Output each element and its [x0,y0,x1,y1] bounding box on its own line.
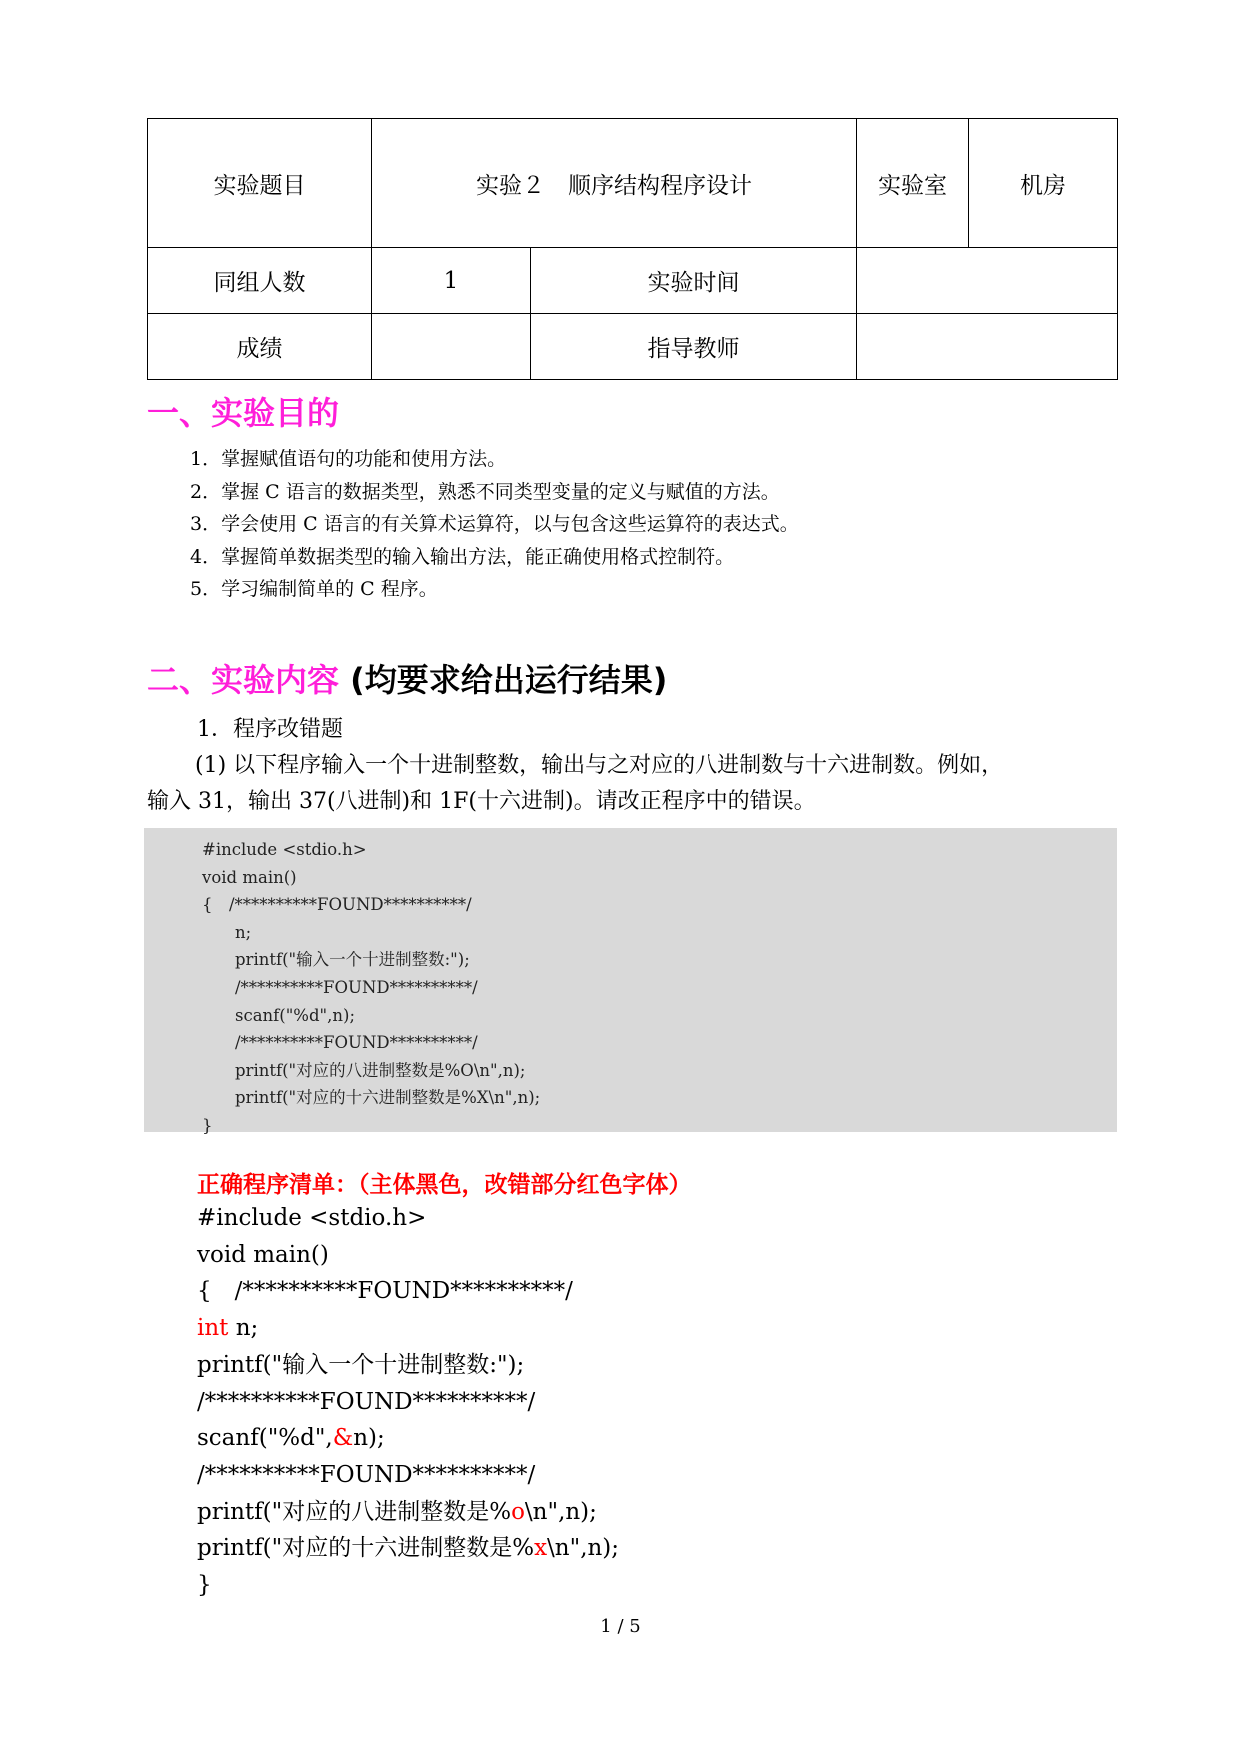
aim-item: 5．学习编制简单的 C 程序。 [190,578,438,600]
value-instructor [857,314,1118,380]
correction-hex: x [534,1535,548,1562]
item1-label: 1．程序改错题 [197,717,343,742]
code-line: /**********FOUND**********/ [202,1033,478,1053]
code-line: { /**********FOUND**********/ [202,895,472,915]
label-lab-room: 实验室 [857,119,969,248]
faulty-code-lines [202,836,540,1140]
page-number: 1 / 5 [600,1616,641,1637]
label-group-size: 同组人数 [148,248,372,314]
answer-line [197,1530,619,1567]
code-line: printf("输入一个十进制整数:"); [202,950,470,970]
faulty-code-box [144,828,1117,1135]
answer-line: void main() [197,1241,329,1268]
answer-line: /**********FOUND**********/ [197,1461,536,1488]
answer-line: printf("输入一个十进制整数:"); [197,1351,525,1378]
section2-title: 二、实验内容 [147,661,340,699]
answer-line: } [197,1572,212,1599]
correction-octal: o [511,1498,525,1525]
corrected-code [197,1200,619,1604]
question-line-2: 输入 31，输出 37(八进制)和 1F(十六进制)。请改正程序中的错误。 [147,789,816,814]
answer-text: printf("对应的十六进制整数是% [197,1535,535,1562]
answer-line [197,1420,619,1457]
code-line: void main() [202,867,297,887]
aim-item: 1．掌握赋值语句的功能和使用方法。 [190,448,507,470]
answer-text: n; [228,1315,259,1342]
code-line: } [202,1115,213,1135]
section1-heading [147,388,339,434]
value-lab-room: 机房 [969,119,1118,248]
code-line: scanf("%d",n); [202,1005,356,1025]
aim-item: 2．掌握 C 语言的数据类型，熟悉不同类型变量的定义与赋值的方法。 [190,480,780,503]
aims-list [190,443,799,606]
experiment-info-table [147,118,1118,380]
correction-ampersand: & [332,1425,354,1452]
correction-int: int [197,1315,229,1342]
answer-line [197,1494,619,1531]
code-line: printf("对应的十六进制整数是%X\n",n); [202,1088,541,1108]
value-group-size: 1 [372,248,531,314]
label-experiment-title: 实验题目 [148,119,372,248]
code-line: #include <stdio.h> [202,840,367,859]
answer-text: scanf("%d", [197,1425,333,1452]
answer-text: \n",n); [547,1535,620,1562]
answer-title: 正确程序清单：（主体黑色，改错部分红色字体） [197,1172,692,1198]
answer-text: n); [353,1425,385,1452]
answer-text: \n",n); [524,1498,597,1525]
answer-line: /**********FOUND**********/ [197,1388,536,1415]
question-line-1: (1) 以下程序输入一个十进制整数，输出与之对应的八进制数与十六进制数。例如， [195,753,1004,778]
value-grade [372,314,531,380]
answer-text: printf("对应的八进制整数是% [197,1498,512,1525]
aim-item: 4．掌握简单数据类型的输入输出方法，能正确使用格式控制符。 [190,545,735,568]
label-instructor: 指导教师 [531,314,857,380]
code-line: printf("对应的八进制整数是%O\n",n); [202,1060,526,1080]
section2-heading [147,655,667,701]
answer-line: { /**********FOUND**********/ [197,1278,573,1305]
section2-subtitle: (均要求给出运行结果) [350,661,668,699]
label-grade: 成绩 [148,314,372,380]
answer-line: #include <stdio.h> [197,1205,427,1231]
value-experiment-time [857,248,1118,314]
value-experiment-title: 实验２ 顺序结构程序设计 [372,119,857,248]
answer-line [197,1310,619,1347]
code-line: n; [202,922,252,942]
aim-item: 3．学会使用 C 语言的有关算术运算符，以与包含这些运算符的表达式。 [190,513,799,535]
section1-title: 一、实验目的 [147,394,340,432]
code-line: /**********FOUND**********/ [202,977,478,997]
label-experiment-time: 实验时间 [531,248,857,314]
